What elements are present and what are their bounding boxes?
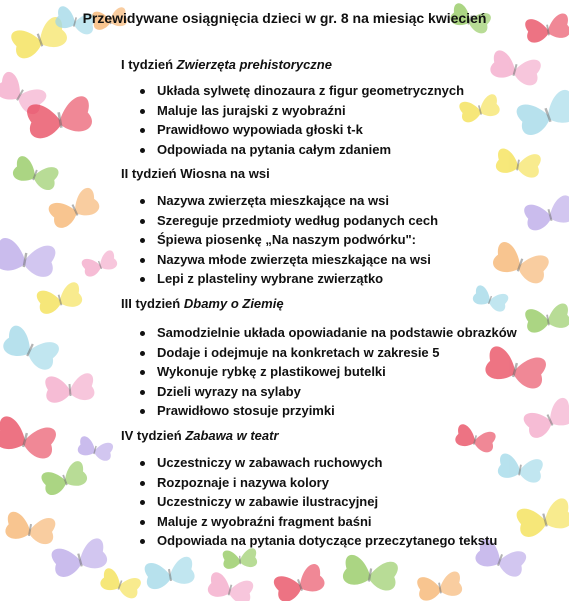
- week-1-name: Zwierzęta prehistoryczne: [176, 57, 332, 72]
- week-1-list: [140, 81, 464, 159]
- list-item: Układa sylwetę dinozaura z figur geometrycznych: [140, 81, 464, 101]
- list-item: Uczestniczy w zabawach ruchowych: [140, 453, 497, 473]
- list-item: Odpowiada na pytania dotyczące przeczytanego tekstu: [140, 531, 497, 551]
- list-item: Uczestniczy w zabawie ilustracyjnej: [140, 492, 497, 512]
- list-item: Dodaje i odejmuje na konkretach w zakresie 5: [140, 343, 517, 363]
- list-item: Śpiewa piosenkę „Na naszym podwórku":: [140, 230, 438, 250]
- list-item: Maluje z wyobraźni fragment baśni: [140, 512, 497, 532]
- list-item: Nazywa młode zwierzęta mieszkające na wsi: [140, 250, 438, 270]
- list-item: Rozpoznaje i nazywa kolory: [140, 473, 497, 493]
- week-4-name: Zabawa w teatr: [185, 428, 279, 443]
- list-item: Dzieli wyrazy na sylaby: [140, 382, 517, 402]
- week-3-name: Dbamy o Ziemię: [183, 296, 284, 311]
- list-item: Wykonuje rybkę z plastikowej butelki: [140, 362, 517, 382]
- week-3-list: [140, 323, 517, 421]
- week-3-heading: [121, 296, 284, 311]
- list-item: Lepi z plasteliny wybrane zwierzątko: [140, 269, 438, 289]
- week-4-prefix: IV tydzień: [121, 428, 182, 443]
- list-item: Nazywa zwierzęta mieszkające na wsi: [140, 191, 438, 211]
- list-item: Prawidłowo stosuje przyimki: [140, 401, 517, 421]
- list-item: Samodzielnie układa opowiadanie na podstawie obrazków: [140, 323, 517, 343]
- week-2-prefix: II tydzień: [121, 166, 177, 181]
- week-4-heading: [121, 428, 279, 443]
- week-1-prefix: I tydzień: [121, 57, 174, 72]
- week-3-prefix: III tydzień: [121, 296, 181, 311]
- week-4-list: [140, 453, 497, 551]
- list-item: Odpowiada na pytania całym zdaniem: [140, 140, 464, 160]
- list-item: Prawidłowo wypowiada głoski t-k: [140, 120, 464, 140]
- list-item: Szereguje przedmioty według podanych cech: [140, 211, 438, 231]
- document-title: Przewidywane osiągnięcia dzieci w gr. 8 na miesiąc kwiecień: [82, 10, 487, 26]
- list-item: Maluje las jurajski z wyobraźni: [140, 101, 464, 121]
- week-2-heading: [121, 166, 270, 181]
- week-2-name: Wiosna na wsi: [180, 166, 270, 181]
- week-2-list: [140, 191, 438, 289]
- week-1-heading: [121, 57, 332, 72]
